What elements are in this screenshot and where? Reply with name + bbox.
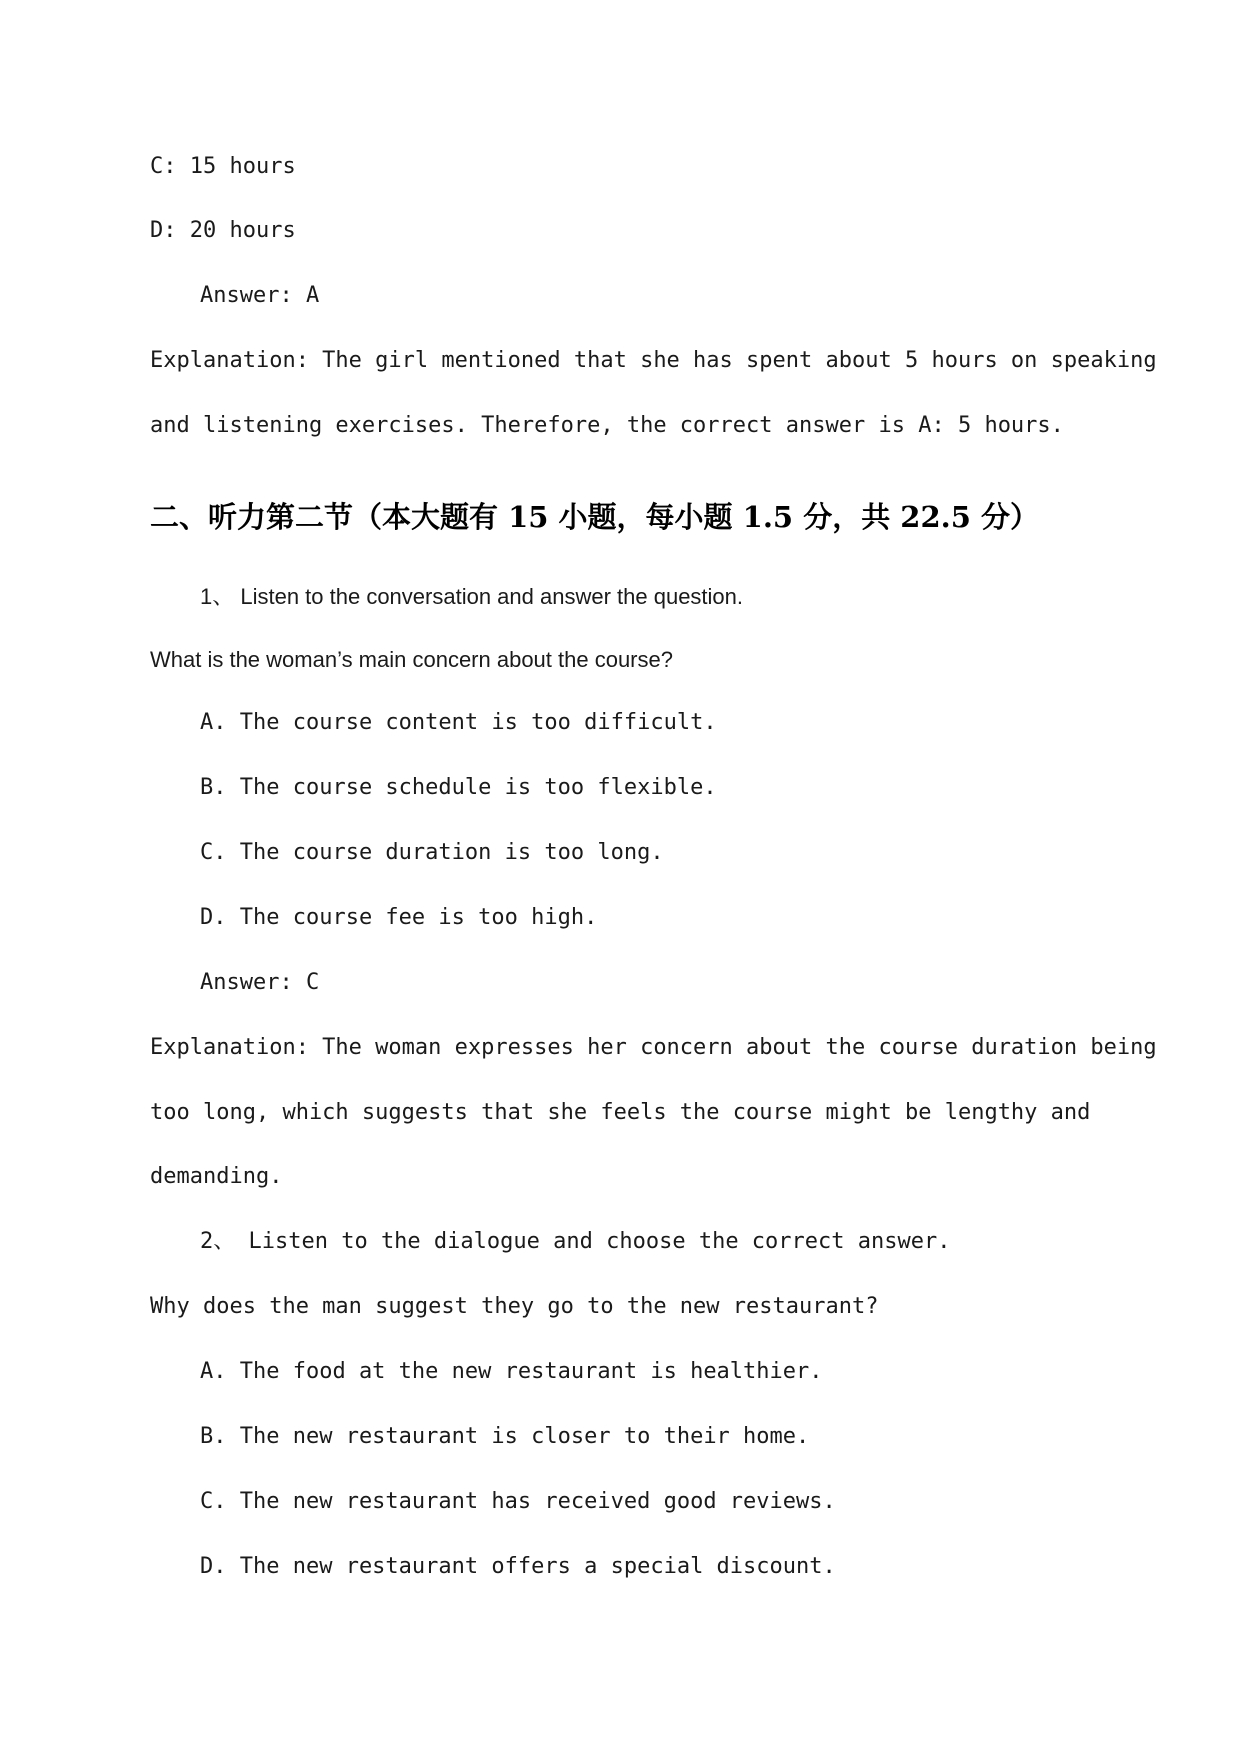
option-a: A. The course content is too difficult. [200,710,717,735]
explanation-line: Explanation: The girl mentioned that she has spent about 5 hours on speaking [150,348,1157,373]
explanation-line: too long, which suggests that she feels the course might be lengthy and [150,1100,1091,1125]
option-d: D. The new restaurant offers a special discount. [200,1554,836,1579]
question-prompt: 1、 Listen to the conversation and answer the question. [200,584,744,609]
option-b: B. The new restaurant is closer to their home. [200,1424,810,1449]
option-c: C. The course duration is too long. [200,840,664,865]
explanation-line: demanding. [150,1164,283,1189]
option-d: D. The course fee is too high. [200,905,598,930]
option-b: B. The course schedule is too flexible. [200,775,717,800]
option-d: D: 20 hours [150,218,296,243]
explanation-line: and listening exercises. Therefore, the correct answer is A: 5 hours. [150,413,1064,438]
option-c: C. The new restaurant has received good reviews. [200,1489,836,1514]
option-a: A. The food at the new restaurant is healthier. [200,1359,823,1384]
answer-label: Answer: A [200,283,320,308]
question-text: What is the woman’s main concern about the course? [150,647,673,672]
answer-label: Answer: C [200,970,320,995]
section-heading: 二、听力第二节（本大题有 15 小题，每小题 1.5 分，共 22.5 分） [150,500,1040,534]
question-prompt: 2、 Listen to the dialogue and choose the correct answer. [200,1229,951,1254]
option-c: C: 15 hours [150,154,296,179]
question-text: Why does the man suggest they go to the new restaurant? [150,1294,879,1319]
explanation-line: Explanation: The woman expresses her concern about the course duration being [150,1035,1157,1060]
